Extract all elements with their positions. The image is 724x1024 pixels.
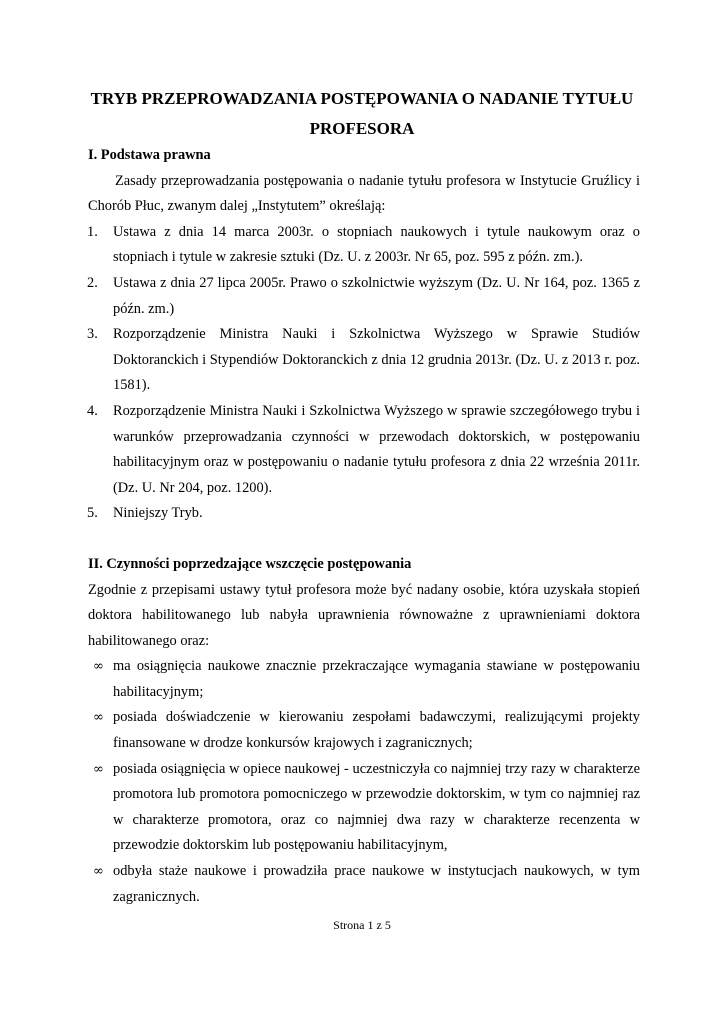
infinity-bullet-icon: ∞ [93,761,104,777]
list-item [88,859,640,910]
list-item [88,220,640,271]
list-item [88,322,640,399]
list-item [88,757,640,859]
infinity-bullet-icon: ∞ [93,864,104,880]
document-body [88,143,640,910]
list-item-number: 5. [87,505,98,522]
list-item-text: odbyła staże naukowe i prowadziła prace naukowe w instytucjach naukowych, w tym zagranicznych. [113,863,640,905]
infinity-bullet-icon: ∞ [93,710,104,726]
list-item-text: Rozporządzenie Ministra Nauki i Szkolnictwa Wyższego w Sprawie Studiów Doktoranckich i Stypendiów Doktoranckich z dnia 12 grudnia 2013r. (Dz. U. z 2013 r. poz. 1581). [113,326,640,394]
section-1-intro: Zasady przeprowadzania postępowania o nadanie tytułu profesora w Instytucie Gruźlicy i Chorób Płuc, zwanym dalej „Instytutem” określają: [88,172,640,215]
section-2-intro: Zgodnie z przepisami ustawy tytuł profesora może być nadany osobie, która uzyskała stopień doktora habilitowanego lub nabyła uprawnienia równoważne z uprawnieniami doktora habilitowanego oraz: [88,581,640,649]
requirements-list [88,654,640,910]
list-item-number: 3. [87,326,98,343]
list-item [88,501,640,527]
legal-basis-list [88,220,640,527]
list-item [88,271,640,322]
list-item-text: ma osiągnięcia naukowe znacznie przekraczające wymagania stawiane w postępowaniu habilitacyjnym; [113,658,640,700]
section-1-heading: I. Podstawa prawna [88,147,211,163]
list-item [88,705,640,756]
list-item-text: Ustawa z dnia 27 lipca 2005r. Prawo o szkolnictwie wyższym (Dz. U. Nr 164, poz. 1365 z późn. zm.) [113,274,640,317]
document-title: TRYB PRZEPROWADZANIA POSTĘPOWANIA O NADANIE TYTUŁU PROFESORA [90,89,634,138]
list-item [88,399,640,501]
list-item-number: 2. [87,274,98,291]
list-item-text: posiada doświadczenie w kierowaniu zespołami badawczymi, realizującymi projekty finansowane w drodze konkursów krajowych i zagranicznych; [113,709,640,752]
infinity-bullet-icon: ∞ [93,659,104,675]
list-item-text: Ustawa z dnia 14 marca 2003r. o stopniach naukowych i tytule naukowym oraz o stopniach i tytule w zakresie sztuki (Dz. U. z 2003r. Nr 65, poz. 595 z późn. zm.). [113,223,640,266]
section-2-heading: II. Czynności poprzedzające wszczęcie postępowania [88,555,412,572]
list-item-number: 4. [87,402,98,419]
list-item-text: posiada osiągnięcia w opiece naukowej - uczestniczyła co najmniej trzy razy w charakterze promotora lub promotora pomocniczego w przewodzie doktorskim, w tym co najmniej raz w charakterze promotora, oraz co najmniej dwa razy w charakterze recenzenta w przewodzie doktorskim lub postępowaniu habilitacyjnym, [113,760,640,854]
list-item [88,654,640,705]
list-item-text: Rozporządzenie Ministra Nauki i Szkolnictwa Wyższego w sprawie szczegółowego trybu i warunków przeprowadzania czynności w przewodach doktorskich, w postępowaniu habilitacyjnym oraz w postępowaniu o nadanie tytułu profesora z dnia 22 września 2011r. (Dz. U. Nr 204, poz. 1200). [113,402,640,496]
list-item-number: 1. [87,223,98,240]
page-number-footer: Strona 1 z 5 [333,918,391,932]
section-spacer [88,527,640,552]
list-item-text: Niniejszy Tryb. [113,505,203,522]
